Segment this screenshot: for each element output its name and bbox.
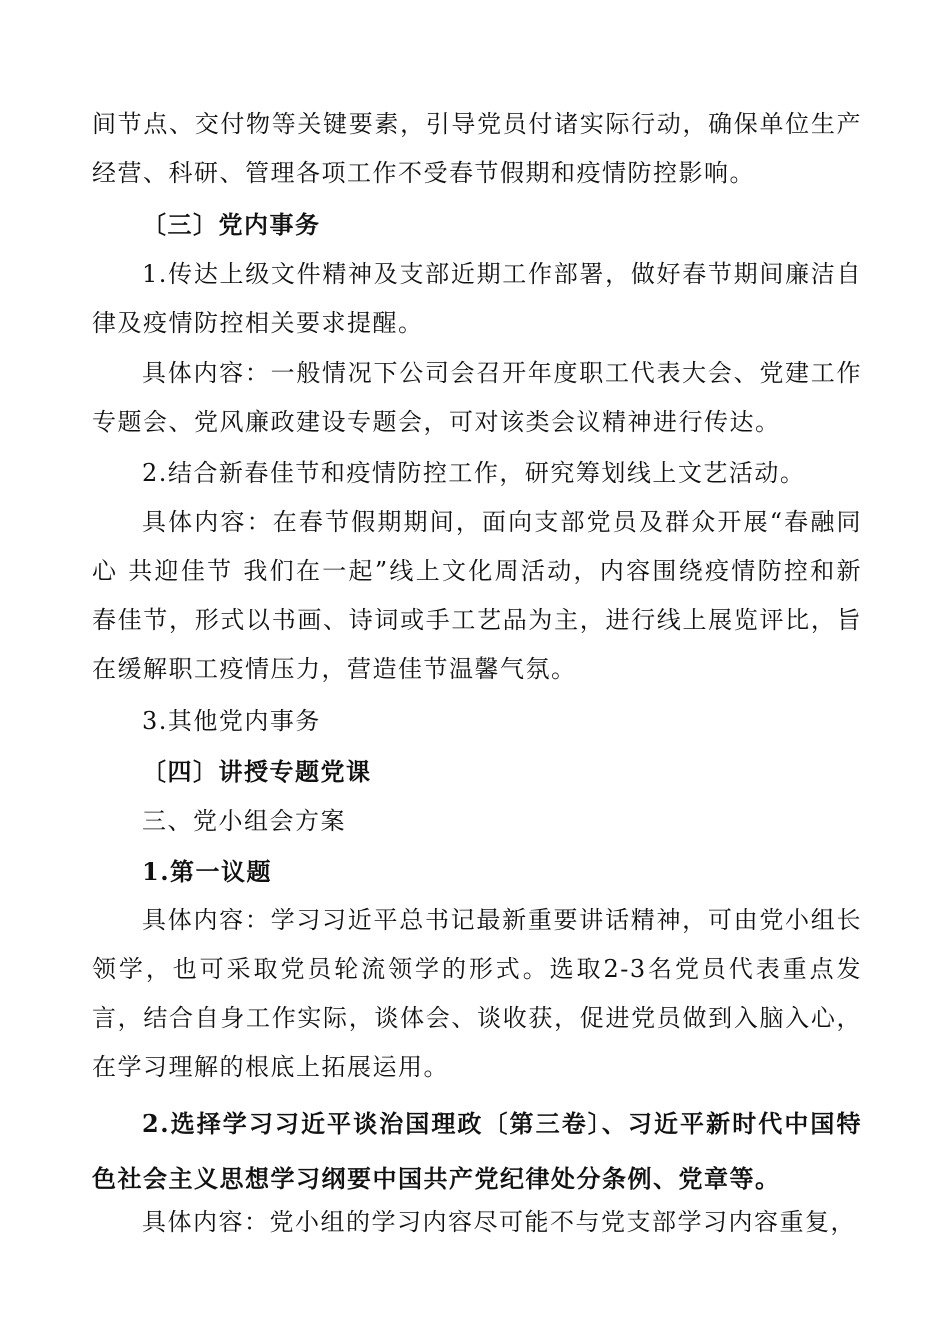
detail-first-topic: 具体内容：学习习近平总书记最新重要讲话精神，可由党小组长领学，也可采取党员轮流领学的形式。选取2-3名党员代表重点发言，结合自身工作实际，谈体会、谈收获，促进党员做到入脑入心，在学习理解的根底上拓展运用。 <box>92 906 862 1081</box>
section-heading-party-lecture: 〔四〕讲授专题党课 <box>142 757 372 786</box>
item-other-affairs: 3.其他党内事务 <box>142 707 321 735</box>
item-online-activities: 2.结合新春佳节和疫情防控工作，研究筹划线上文艺活动。 <box>142 459 806 487</box>
detail-online-activities: 具体内容：在春节假期期间，面向支部党员及群众开展“春融同心 共迎佳节 我们在一起”线上文化周活动，内容围绕疫情防控和新春佳节，形式以书画、诗词或手工艺品为主，进行线上展览评比，旨在缓解职工疫情压力，营造佳节温馨气氛。 <box>92 508 862 683</box>
paragraph-continuation: 间节点、交付物等关键要素，引导党员付诸实际行动，确保单位生产经营、科研、管理各项工作不受春节假期和疫情防控影响。 <box>92 110 862 187</box>
section-heading-party-affairs: 〔三〕党内事务 <box>142 210 321 239</box>
topic-heading-second: 2.选择学习习近平谈治国理政〔第三卷〕、习近平新时代中国特色社会主义思想学习纲要中国共产党纪律处分条例、党章等。 <box>92 1109 862 1193</box>
detail-second-topic: 具体内容：党小组的学习内容尽可能不与党支部学习内容重复， <box>142 1208 856 1236</box>
detail-convey-documents: 具体内容：一般情况下公司会召开年度职工代表大会、党建工作专题会、党风廉政建设专题会，可对该类会议精神进行传达。 <box>92 359 862 436</box>
chapter-heading-group-meeting: 三、党小组会方案 <box>142 807 346 835</box>
item-convey-documents: 1.传达上级文件精神及支部近期工作部署，做好春节期间廉洁自律及疫情防控相关要求提醒。 <box>92 260 862 337</box>
topic-heading-first: 1.第一议题 <box>142 857 273 886</box>
